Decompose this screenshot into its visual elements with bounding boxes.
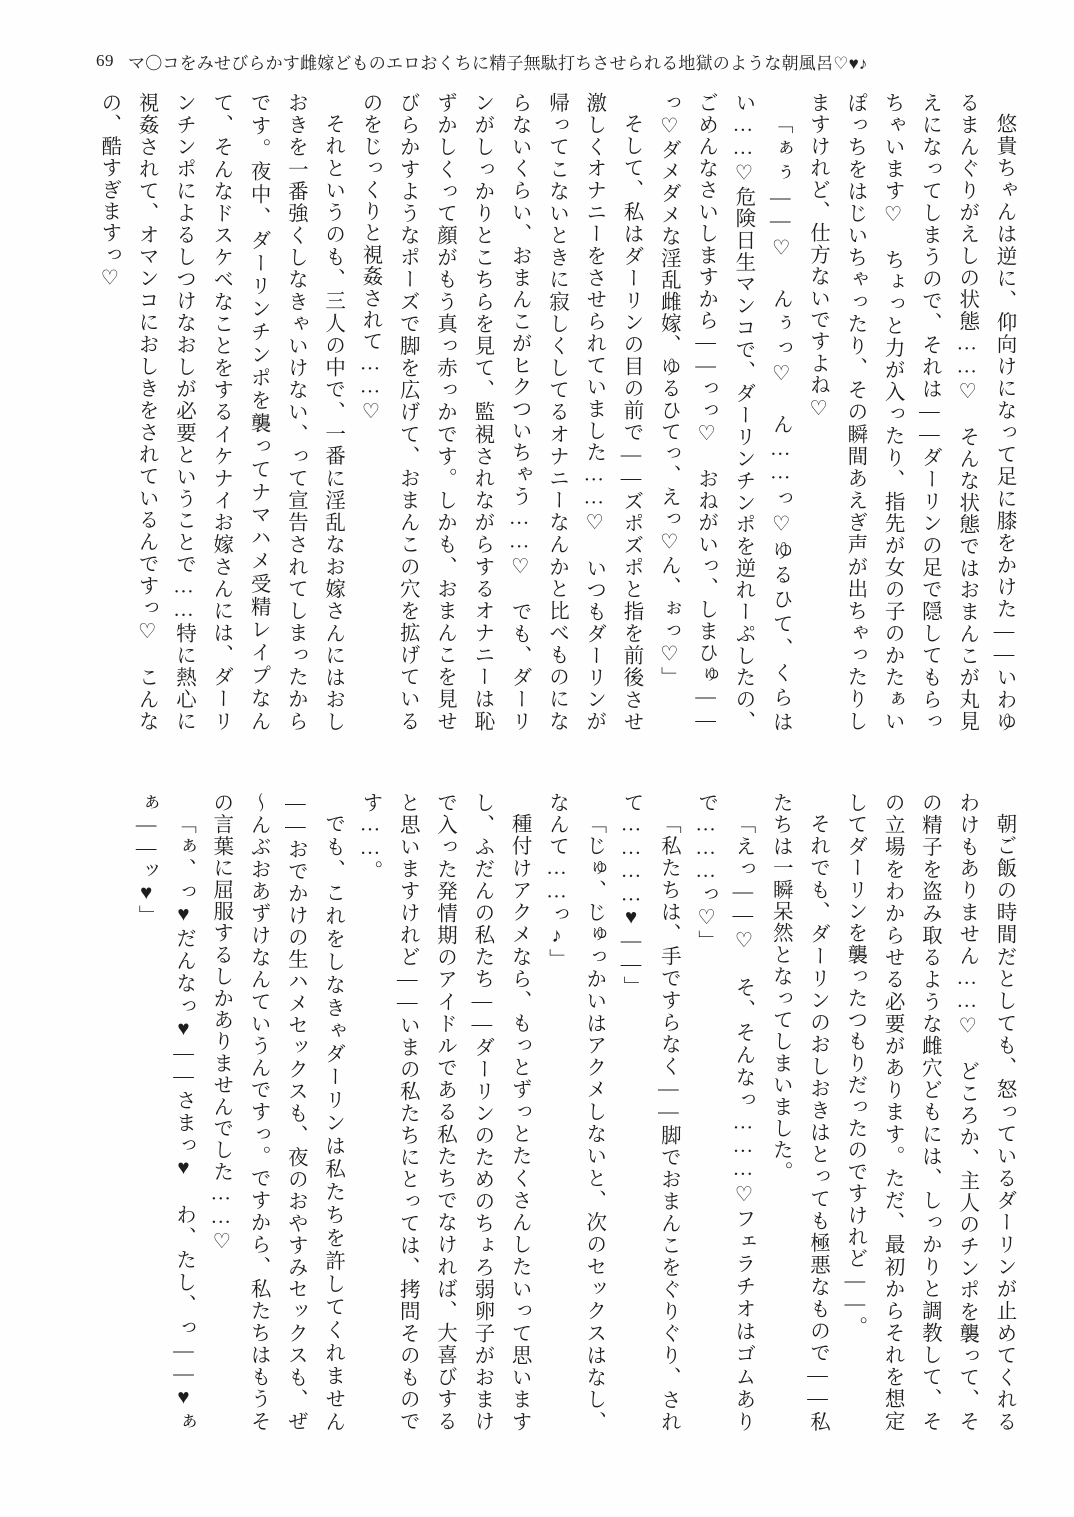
upper-paragraph: そして、私はダーリンの目の前で――ズポズポと指を前後させ激しくオナニーをさせられていました……♡ いつもダーリンが帰ってこないときに寂しくしてるオナニーなんかと比べものにならないくらい、おまんこがヒクついちゃう……♡ でも、ダーリンがしっかりとこちらを見て、監視されながらするオナニーは恥ずかしくって顔がもう真っ赤っかです。しかも、おまんこを見せびらかすようなポーズで脚を広げて、おまんこの穴を拡げているのをじっくりと視姦されて……♡ (358, 92, 643, 732)
page-number: 69 (96, 51, 114, 70)
lower-paragraph: 朝ご飯の時間だとしても、怒っているダーリンが止めてくれるわけもありません……♡ どころか、主人のチンポを襲って、その精子を盗み取るような雌穴どもには、しっかりと調教して、その立場をわからせる必要があります。ただ、最初からそれを想定してダーリンを襲ったつもりだったのですけれど――。 (843, 792, 1015, 1432)
lower-paragraph: それでも、ダーリンのおしおきはとっても極悪なもので――私たちは一瞬呆然となってしまいました。 (769, 792, 829, 1432)
lower-paragraph: 種付けアクメなら、もっとずっとたくさんしたいって思いますし、ふだんの私たち――ダーリンのためのちょろ弱卵子がおまけで入った発情期のアイドルである私たちでなければ、大喜びすると思いますけれど――いまの私たちにとっては、拷問そのものです……。 (358, 792, 531, 1432)
lower-paragraph: 「えっ――♡ そ、そんなっ………♡フェラチオはゴムありで………っ♡」 (694, 792, 754, 1432)
body-text-block-upper (82, 92, 1022, 732)
running-title: マ〇コをみせびらかす雌嫁どものエロおくちに精子無駄打ちさせられる地獄のような朝風呂♡♥♪ (128, 53, 868, 73)
lower-paragraph: 「私たちは、手ですらなく――脚でおまんこをぐりぐり、されて…………♥――」 (620, 792, 680, 1432)
lower-paragraph: でも、これをしなきゃダーリンは私たちを許してくれません――おでかけの生ハメセックスも、夜のおやすみセックスも、ぜ～んぶおあずけなんていうんですっ。ですから、私たちはもうその言葉に屈服するしかありませんでした……♡ (209, 792, 344, 1432)
upper-paragraph: 悠貴ちゃんは逆に、仰向けになって足に膝をかけた――いわゆるまんぐりがえしの状態……♡ そんな状態ではおまんこが丸見えになってしまうので、それは――ダーリンの足で隠してもらっちゃいます♡ ちょっと力が入ったり、指先が女の子のかたぁいぽっちをはじいちゃったり、その瞬間あえぎ声が出ちゃったりしますけれど、仕方ないですよね♡ (806, 92, 1015, 732)
running-header (0, 44, 1074, 78)
upper-paragraph: 「ぁぅ――♡ んぅっ♡ ん……っ♡ゆるひて、くらはい……♡危険日生マンコで、ダーリンチンポを逆れーぷしたの、ごめんなさいしますから――っっ♡ おねがいっ、しまひゅ――っ♡ダメダメな淫乱雌嫁、ゆるひてっ、えっ♡ん、ぉっ♡」 (657, 92, 792, 732)
body-text-block-lower (82, 792, 1022, 1432)
upper-paragraph: それというのも、三人の中で、一番に淫乱なお嫁さんにはおしおきを一番強くしなきゃいけない、って宣告されてしまったからです。夜中、ダーリンチンポを襲ってナマハメ受精レイプなんて、そんなドスケベなことをするイケナイお嫁さんには、ダーリンチンポによるしつけなおしが必要ということで……特に熱心に視姦されて、オマンコにおしきをされているんですっ♡ こんなの、酷すぎますっ♡ (97, 92, 344, 732)
lower-paragraph: 「ぁ、っ♥だんなっ♥――さまっ♥ わ、たし、っ――♥ぁぁ――ッ♥」 (135, 792, 195, 1432)
lower-paragraph: 「じゅ、じゅっかいはアクメしないと、次のセックスはなし、なんて……っ♪」 (545, 792, 605, 1432)
